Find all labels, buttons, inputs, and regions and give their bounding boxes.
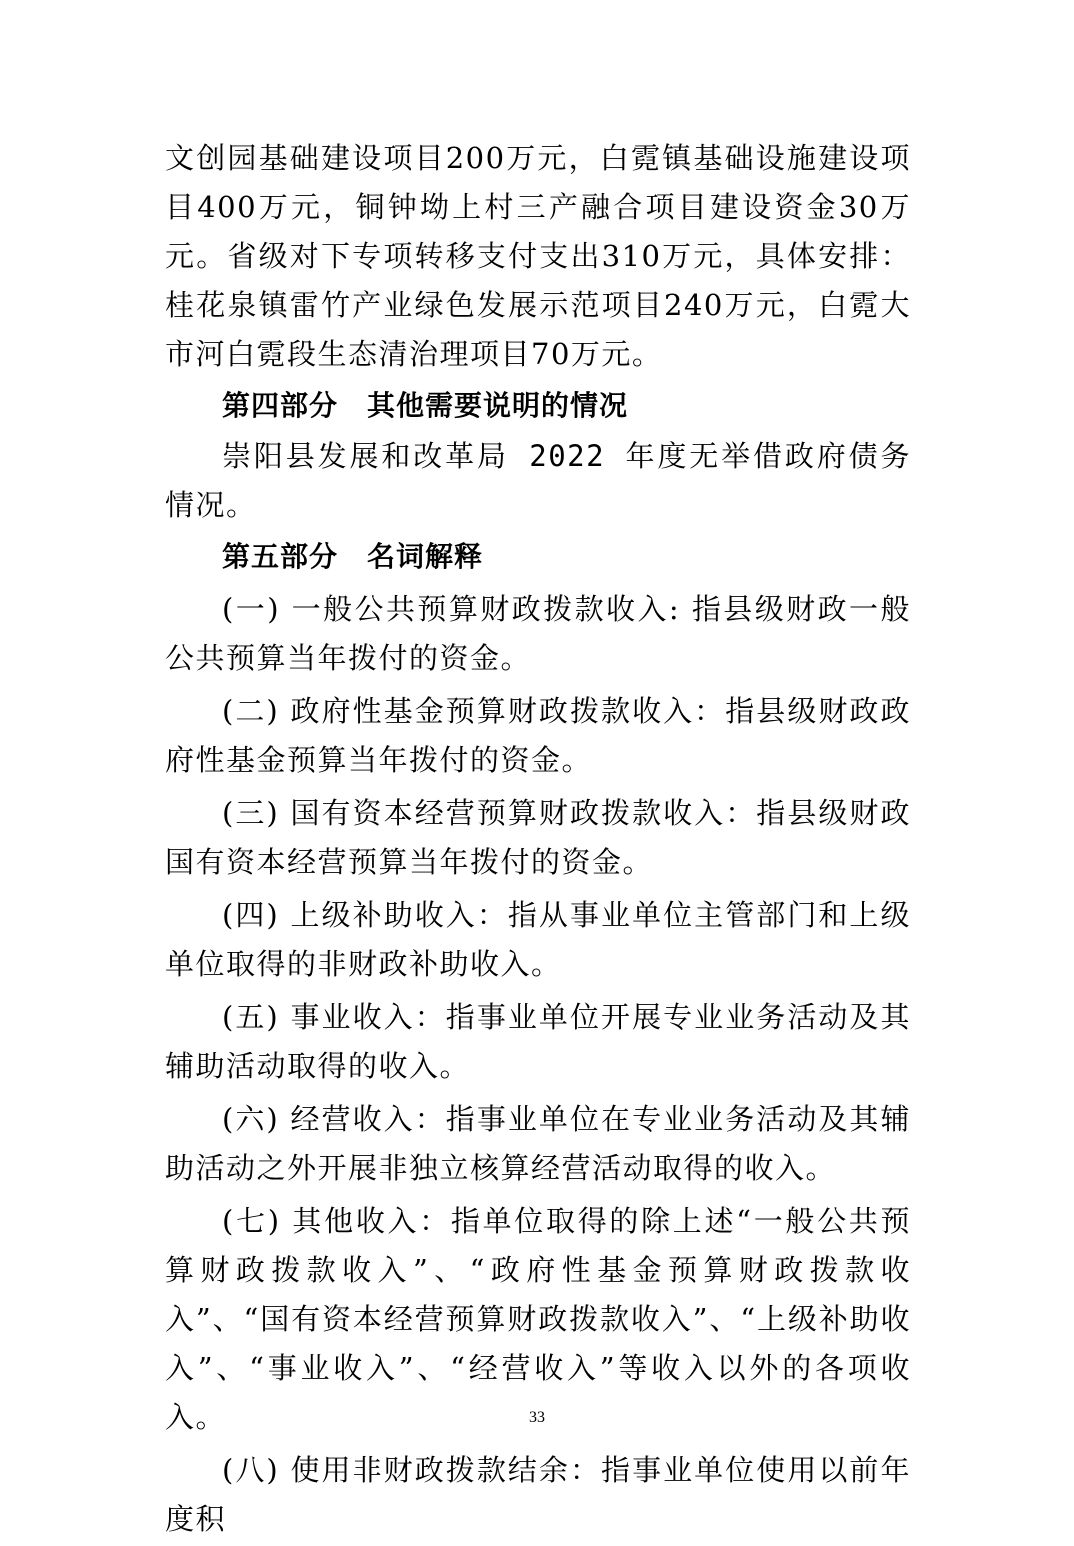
page-number: 33 [529,1409,545,1426]
definition-item-3: (三) 国有资本经营预算财政拨款收入：指县级财政国有资本经营预算当年拨付的资金。 [165,796,911,879]
definition-item-5: (五) 事业收入：指事业单位开展专业业务活动及其辅助活动取得的收入。 [165,1000,911,1083]
paragraph-project-funds: 文创园基础建设项目200万元，白霓镇基础设施建设项目400万元，铜钟坳上村三产融合项目建设资金30万元。省级对下专项转移支付支出310万元，具体安排：桂花泉镇雷竹产业绿色发展示范项目240万元，白霓大市河白霓段生态清治理项目70万元。 [165,141,911,371]
section-heading-part-five: 第五部分 名词解释 [222,540,484,573]
definition-item-4: (四) 上级补助收入：指从事业单位主管部门和上级单位取得的非财政补助收入。 [165,898,911,981]
paragraph-debt-statement: 崇阳县发展和改革局 2022 年度无举借政府债务情况。 [165,439,911,522]
definition-item-6: (六) 经营收入：指事业单位在专业业务活动及其辅助活动之外开展非独立核算经营活动取得的收入。 [165,1102,911,1185]
definition-item-8: (八) 使用非财政拨款结余：指事业单位使用以前年度积 [165,1453,911,1536]
definition-item-1: (一) 一般公共预算财政拨款收入: 指县级财政一般公共预算当年拨付的资金。 [165,592,911,675]
section-heading-part-four: 第四部分 其他需要说明的情况 [222,389,629,422]
page-body [165,134,911,1546]
definition-item-2: (二) 政府性基金预算财政拨款收入：指县级财政政府性基金预算当年拨付的资金。 [165,694,911,777]
definition-item-7: (七) 其他收入：指单位取得的除上述“一般公共预算财政拨款收入”、“政府性基金预算财政拨款收入”、“国有资本经营预算财政拨款收入”、“上级补助收入”、“事业收入”、“经营收入”等收入以外的各项收入。 [165,1204,911,1434]
